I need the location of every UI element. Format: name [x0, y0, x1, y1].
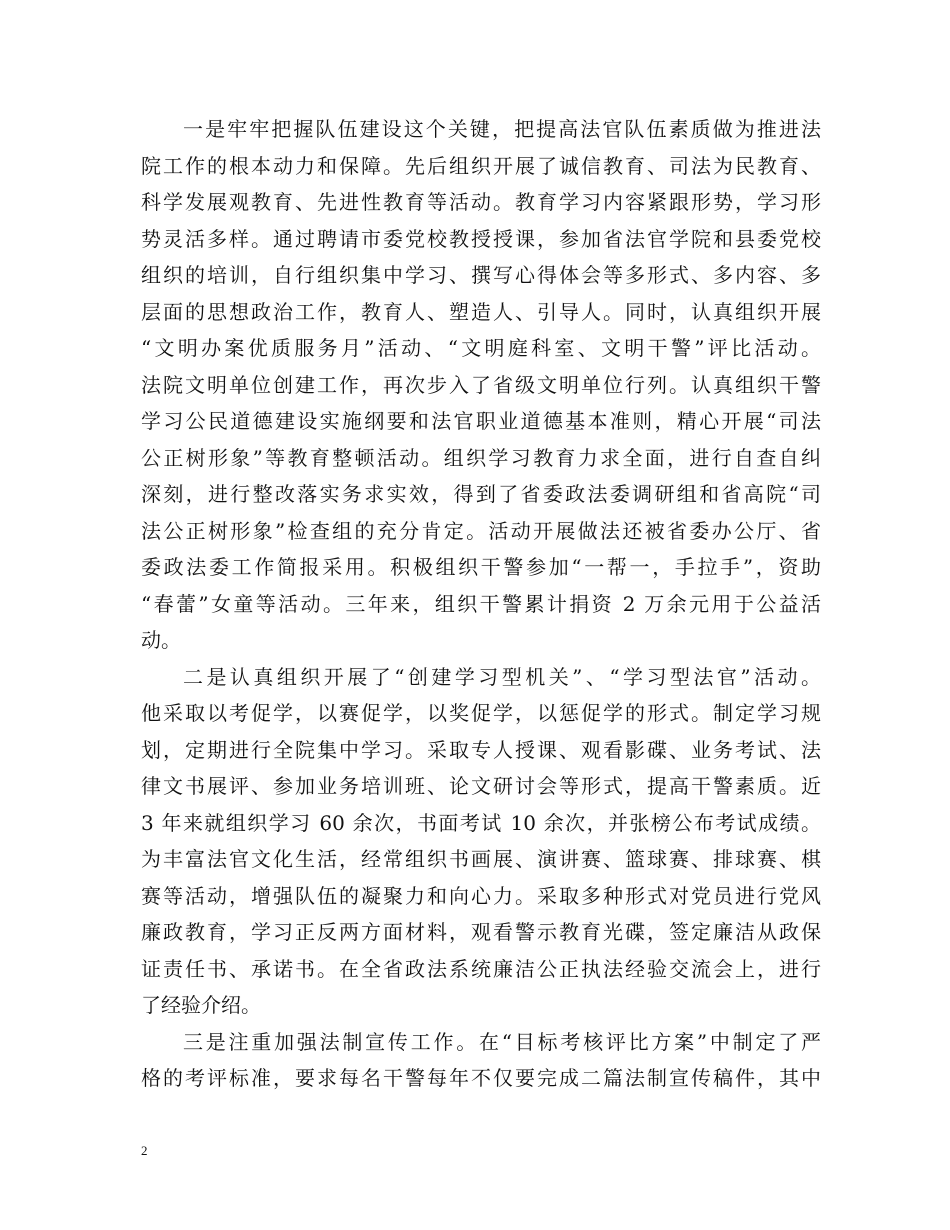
- text-line: 格的考评标准，要求每名干警每年不仅要完成二篇法制宣传稿件，其中: [141, 1066, 821, 1090]
- text-line: 了经验介绍。: [141, 993, 261, 1017]
- text-line: 律文书展评、参加业务培训班、论文研讨会等形式，提高干警素质。近: [141, 774, 821, 798]
- text-line: 动。: [141, 628, 181, 652]
- text-line: 赛等活动，增强队伍的凝聚力和向心力。采取多种形式对党员进行党风: [141, 883, 821, 908]
- text-line: 法公正树形象”检查组的充分肯定。活动开展做法还被省委办公厅、省: [141, 518, 821, 543]
- text-line: 3 年来就组织学习 60 余次，书面考试 10 余次，并张榜公布考试成绩。: [141, 810, 821, 835]
- text-line: 二是认真组织开展了“创建学习型机关”、“学习型法官”活动。: [183, 664, 821, 689]
- text-line: 为丰富法官文化生活，经常组织书画展、演讲赛、篮球赛、排球赛、棋: [141, 847, 821, 871]
- text-line: 委政法委工作简报采用。积极组织干警参加“一帮一，手拉手”，资助: [141, 555, 821, 579]
- text-line: 公正树形象”等教育整顿活动。组织学习教育力求全面，进行自查自纠: [141, 445, 821, 470]
- page-number: 2: [141, 1143, 148, 1158]
- text-line: 廉政教育，学习正反两方面材料，观看警示教育光碟，签定廉洁从政保: [141, 920, 821, 944]
- text-line: 三是注重加强法制宣传工作。在“目标考核评比方案”中制定了严: [183, 1029, 821, 1054]
- text-line: 划，定期进行全院集中学习。采取专人授课、观看影碟、业务考试、法: [141, 737, 821, 762]
- text-line: “文明办案优质服务月”活动、“文明庭科室、文明干警”评比活动。: [141, 336, 821, 360]
- text-line: “春蕾”女童等活动。三年来，组织干警累计捐资 2 万余元用于公益活: [141, 591, 821, 616]
- text-line: 他采取以考促学，以赛促学，以奖促学，以惩促学的形式。制定学习规: [141, 701, 821, 725]
- text-line: 一是牢牢把握队伍建设这个关键，把提高法官队伍素质做为推进法: [183, 117, 821, 141]
- text-line: 深刻，进行整改落实务求实效，得到了省委政法委调研组和省高院“司: [141, 482, 821, 506]
- text-line: 组织的培训，自行组织集中学习、撰写心得体会等多形式、多内容、多: [141, 263, 821, 287]
- text-line: 势灵活多样。通过聘请市委党校教授授课，参加省法官学院和县委党校: [141, 226, 821, 251]
- text-line: 科学发展观教育、先进性教育等活动。教育学习内容紧跟形势，学习形: [141, 190, 821, 214]
- text-line: 层面的思想政治工作，教育人、塑造人、引导人。同时，认真组织开展: [141, 299, 821, 324]
- body-text: [141, 111, 821, 1097]
- text-line: 证责任书、承诺书。在全省政法系统廉洁公正执法经验交流会上，进行: [141, 956, 821, 981]
- text-line: 法院文明单位创建工作，再次步入了省级文明单位行列。认真组织干警: [141, 372, 821, 397]
- text-line: 院工作的根本动力和保障。先后组织开展了诚信教育、司法为民教育、: [141, 153, 821, 178]
- text-line: 学习公民道德建设实施纲要和法官职业道德基本准则，精心开展“司法: [141, 409, 821, 433]
